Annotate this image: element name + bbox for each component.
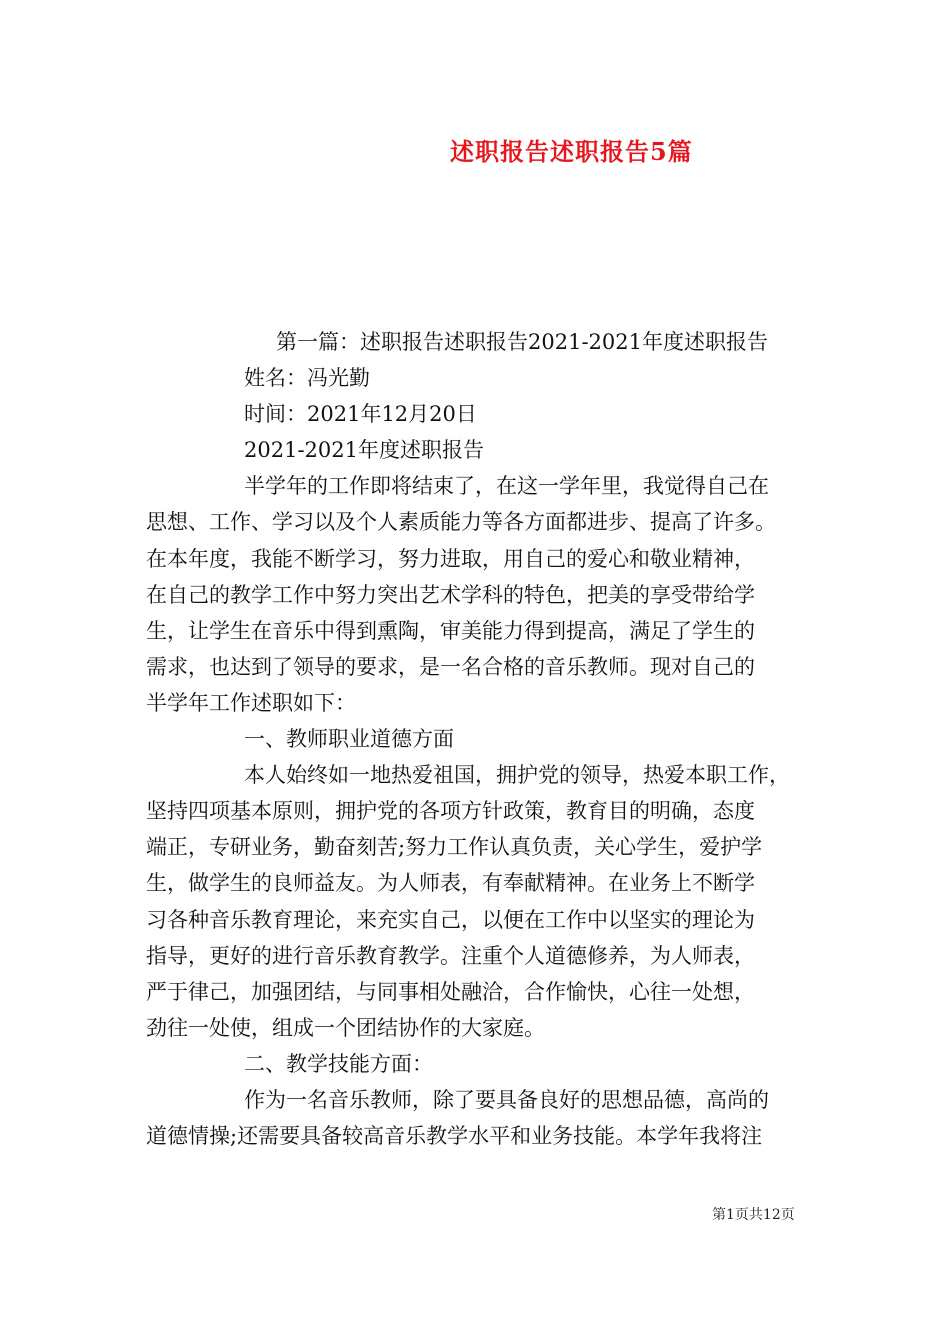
document-body (146, 324, 810, 1154)
text-line: 本人始终如一地热爱祖国，拥护党的领导，热爱本职工作， (244, 763, 790, 788)
text-line: 二、教学技能方面： (244, 1051, 433, 1076)
text-line: 作为一名音乐教师，除了要具备良好的思想品德，高尚的 (244, 1087, 769, 1112)
text-line: 指导，更好的进行音乐教育教学。注重个人道德修养，为人师表， (146, 943, 755, 968)
text-line: 姓名：冯光勤 (244, 366, 370, 391)
text-line: 坚持四项基本原则，拥护党的各项方针政策，教育目的明确，态度 (146, 799, 755, 824)
text-line: 端正，专研业务，勤奋刻苦;努力工作认真负责，关心学生，爱护学 (146, 835, 763, 860)
section-heading: 第一篇：述职报告述职报告2021-2021年度述职报告 (276, 330, 768, 354)
text-line: 一、教师职业道德方面 (244, 727, 454, 752)
text-line: 时间：2021年12月20日 (244, 402, 477, 427)
text-line: 生，做学生的良师益友。为人师表，有奉献精神。在业务上不断学 (146, 871, 755, 896)
text-line: 2021-2021年度述职报告 (244, 438, 484, 463)
text-line: 严于律己，加强团结，与同事相处融洽，合作愉快，心往一处想， (146, 979, 755, 1004)
text-line: 在自己的教学工作中努力突出艺术学科的特色，把美的享受带给学 (146, 582, 755, 607)
text-line: 半学年的工作即将结束了，在这一学年里，我觉得自己在 (244, 474, 769, 499)
text-line: 劲往一处使，组成一个团结协作的大家庭。 (146, 1015, 545, 1040)
document-title: 述职报告述职报告5篇 (450, 137, 693, 166)
text-line: 习各种音乐教育理论，来充实自己，以便在工作中以坚实的理论为 (146, 907, 755, 932)
text-line: 需求，也达到了领导的要求，是一名合格的音乐教师。现对自己的 (146, 654, 755, 679)
page-number-footer: 第1页共12页 (712, 1207, 795, 1223)
text-line: 思想、工作、学习以及个人素质能力等各方面都进步、提高了许多。 (146, 510, 776, 535)
text-line: 道德情操;还需要具备较高音乐教学水平和业务技能。本学年我将注 (146, 1124, 763, 1149)
text-line: 在本年度，我能不断学习，努力进取，用自己的爱心和敬业精神， (146, 546, 755, 571)
text-line: 生，让学生在音乐中得到熏陶，审美能力得到提高，满足了学生的 (146, 618, 755, 643)
text-line: 半学年工作述职如下： (146, 690, 356, 715)
